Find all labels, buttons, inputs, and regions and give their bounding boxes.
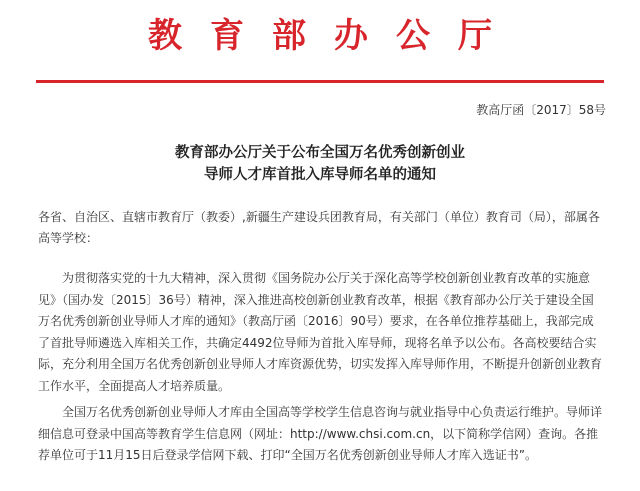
masthead-title: 教育部办公厅 [148,16,520,56]
notice-title [0,142,640,186]
salutation-recipients: 各省、自治区、直辖市教育厅（教委）,新疆生产建设兵团教育局，有关部门（单位）教育司（局），部属各高等学校： [38,210,600,245]
document-number: 教高厅函〔2017〕58号 [476,103,606,117]
red-divider-line [36,80,604,83]
notice-title-line-2: 导师人才库首批入库导师名单的通知 [204,167,436,183]
body-paragraph-2: 全国万名优秀创新创业导师人才库由全国高等学校学生信息咨询与就业指导中心负责运行维护。导师详细信息可登录中国高等教育学生信息网（网址：http://www.chsi.com.cn，以下简称学信网）查询。各推荐单位可于11月15日后登录学信网下载、打印“全国万名优秀创新创业导师人才库入选证书”。 [38,405,603,462]
body-paragraph-1: 为贯彻落实党的十九大精神，深入贯彻《国务院办公厅关于深化高等学校创新创业教育改革的实施意见》（国办发〔2015〕36号）精神，深入推进高校创新创业教育改革，根据《教育部办公厅关于建设全国万名优秀创新创业导师人才库的通知》（教高厅函〔2016〕90号）要求，在各单位推荐基础上，我部完成了首批导师遴选入库相关工作，共确定4492位导师为首批入库导师，现将名单予以公布。各高校要结合实际，充分利用全国万名优秀创新创业导师人才库资源优势，切实发挥入库导师作用，不断提升创新创业教育工作水平，全面提高人才培养质量。 [38,271,603,393]
notice-title-line-1: 教育部办公厅关于公布全国万名优秀创新创业 [175,145,465,161]
